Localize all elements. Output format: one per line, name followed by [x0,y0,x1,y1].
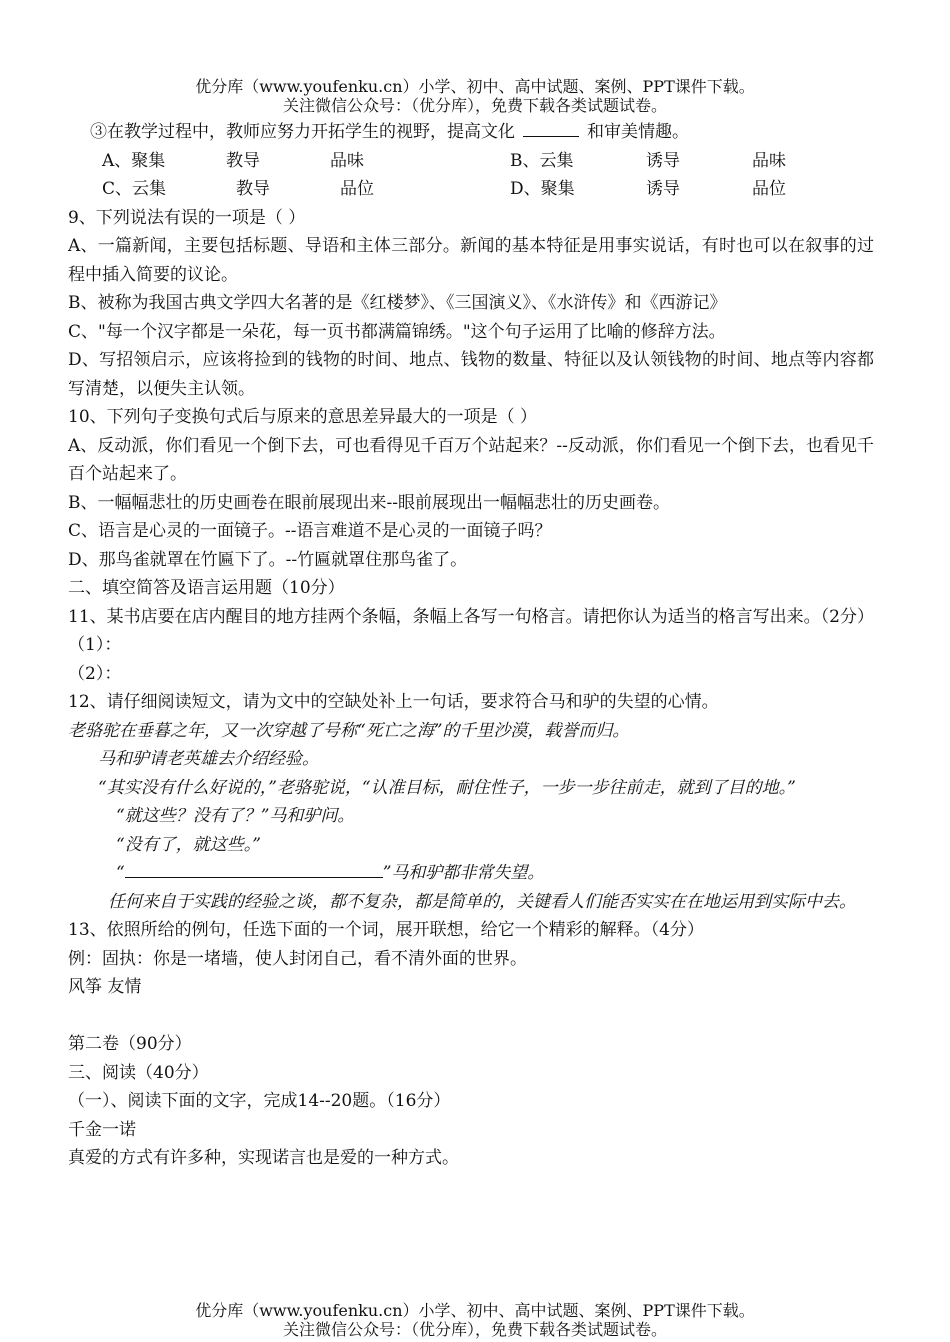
option-a: A、聚集 [102,150,166,171]
q9-stem: 9、下列说法有误的一项是（ ） [68,207,306,228]
q8-item3-text: ③在教学过程中，教师应努力开拓学生的视野，提高文化 [90,122,515,142]
q11-stem: 11、某书店要在店内醒目的地方挂两个条幅，条幅上各写一句格言。请把你认为适当的格言写出来。（2分） [68,606,874,627]
page-header [0,77,950,115]
option-b-word3: 品味 [752,150,786,171]
quote-close-text: ”马和驴都非常失望。 [382,863,545,883]
q9-option-b: B、被称为我国古典文学四大名著的是《红楼梦》、《三国演义》、《水浒传》和《西游记》 [68,293,727,313]
part-2-title: 第二卷（90分） [68,1034,192,1054]
option-c: C、云集 [102,179,167,199]
q8-options-ab [68,147,874,176]
q10-option-c: C、语言是心灵的一面镜子。--语言难道不是心灵的一面镜子吗？ [68,521,552,541]
option-a-word3: 品味 [330,150,364,171]
spacer [68,1002,874,1031]
q13-words: 风筝 友情 [68,977,142,997]
fill-blank [523,118,579,137]
q12-passage-p7: 任何来自于实践的经验之谈，都不复杂，都是简单的，关键看人们能否实实在在地运用到实际中去。 [108,891,856,912]
option-a-word2: 教导 [226,150,260,171]
q10-stem: 10、下列句子变换句式后与原来的意思差异最大的一项是（ ） [68,407,538,427]
fill-blank-long [125,859,383,878]
section-2-heading: 二、填空简答及语言运用题（10分） [68,578,345,598]
reading-1-instruction: （一）、阅读下面的文字，完成14--20题。（16分） [68,1091,451,1111]
q12-passage-p1: 老骆驼在垂暮之年，又一次穿越了号称“死亡之海”的千里沙漠，载誉而归。 [68,720,630,741]
quote-open: “ [116,863,125,883]
q12-passage-p3: “其实没有什么好说的，”老骆驼说，“认准目标，耐住性子，一步一步往前走，就到了目的地。” [98,777,796,798]
q9-option-a: A、一篇新闻，主要包括标题、导语和主体三部分。新闻的基本特征是用事实说话，有时也可以在叙事的过程中插入简要的议论。 [68,236,874,285]
q8-options-cd [68,175,874,204]
q9-option-c: C、"每一个汉字都是一朵花，每一页书都满篇锦绣。"这个句子运用了比喻的修辞方法。 [68,321,726,342]
q13-example: 例：固执：你是一堵墙，使人封闭自己，看不清外面的世界。 [68,948,527,969]
q8-item3-tail: 和审美情趣。 [587,122,689,142]
option-d-word3: 品位 [752,179,786,199]
q12-stem: 12、请仔细阅读短文，请为文中的空缺处补上一句话，要求符合马和驴的失望的心情。 [68,692,719,712]
page-footer [0,1301,950,1339]
q10-option-b: B、一幅幅悲壮的历史画卷在眼前展现出来--眼前展现出一幅幅悲壮的历史画卷。 [68,492,670,513]
essay-title: 千金一诺 [68,1119,136,1140]
q12-passage-p4: “就这些？没有了？”马和驴问。 [116,806,355,826]
q8-item3 [68,118,874,147]
document-body [68,118,874,1173]
q12-passage-p5: “没有了，就这些。” [116,834,261,855]
option-d: D、聚集 [510,179,575,199]
footer-line-1: 优分库（www.youfenku.cn）小学、初中、高中试题、案例、PPT课件下载。 [195,1301,755,1320]
header-line-2: 关注微信公众号：（优分库），免费下载各类试题试卷。 [282,96,667,115]
option-c-word3: 品位 [340,179,374,199]
q10-option-a: A、反动派，你们看见一个倒下去，可也看得见千百万个站起来？--反动派，你们看见一个倒下去，也看见千百个站起来了。 [68,435,874,484]
q11-answer-1: （1）： [68,635,122,655]
footer-line-2: 关注微信公众号：（优分库），免费下载各类试题试卷。 [282,1320,667,1339]
option-b-word2: 诱导 [646,150,680,171]
header-line-1: 优分库（www.youfenku.cn）小学、初中、高中试题、案例、PPT课件下载。 [195,77,755,96]
q11-answer-2: （2）： [68,663,122,684]
option-d-word2: 诱导 [646,179,680,199]
essay-paragraph-1: 真爱的方式有许多种，实现诺言也是爱的一种方式。 [68,1148,459,1168]
q12-passage-p2: 马和驴请老英雄去介绍经验。 [98,749,319,769]
q9-option-d: D、写招领启示，应该将捡到的钱物的时间、地点、钱物的数量、特征以及认领钱物的时间、地点等内容都写清楚，以便失主认领。 [68,350,874,399]
option-c-word2: 教导 [236,179,270,199]
q13-stem: 13、依照所给的例句，任选下面的一个词，展开联想，给它一个精彩的解释。（4分） [68,920,704,940]
section-3-heading: 三、阅读（40分） [68,1062,209,1083]
q12-passage-p6 [68,859,874,888]
option-b: B、云集 [510,150,574,171]
q10-option-d: D、那鸟雀就罩在竹匾下了。--竹匾就罩住那鸟雀了。 [68,549,468,570]
